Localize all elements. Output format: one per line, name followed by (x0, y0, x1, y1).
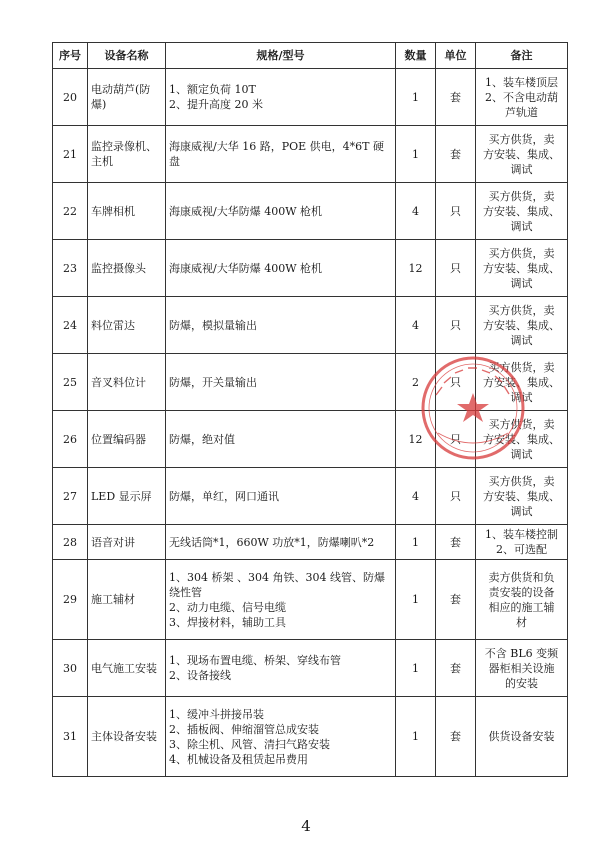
cell-spec (166, 697, 396, 777)
cell-spec-line: 海康威视/大华 16 路，POE 供电，4*6T 硬盘 (169, 140, 384, 168)
cell-name: 主体设备安装 (88, 697, 166, 777)
cell-note (476, 560, 568, 640)
cell-spec (166, 468, 396, 525)
cell-note-line: 方安装、集成、 (483, 375, 560, 389)
cell-no: 26 (53, 411, 88, 468)
cell-spec (166, 126, 396, 183)
cell-note-line: 责安装的设备 (488, 585, 555, 599)
cell-name: 电动葫芦(防爆) (88, 69, 166, 126)
cell-note-line: 器柜相关设施 (488, 661, 555, 675)
cell-note-line: 方安装、集成、 (483, 489, 560, 503)
cell-note (476, 525, 568, 560)
page-number: 4 (301, 817, 311, 835)
cell-spec-line: 防爆，开关量输出 (169, 375, 257, 389)
table-row (53, 297, 568, 354)
cell-name: LED 显示屏 (88, 468, 166, 525)
header-unit: 单位 (436, 43, 476, 69)
cell-name: 监控摄像头 (88, 240, 166, 297)
cell-spec-line: 1、额定负荷 10T (169, 83, 256, 96)
cell-spec-line: 4、机械设备及租赁起吊费用 (169, 752, 308, 766)
cell-spec-line: 绕性管 (169, 585, 202, 599)
cell-no: 29 (53, 560, 88, 640)
cell-qty: 4 (396, 297, 436, 354)
cell-qty: 1 (396, 126, 436, 183)
cell-note (476, 69, 568, 126)
cell-note-line: 调试 (510, 504, 533, 518)
cell-qty: 12 (396, 411, 436, 468)
cell-note-line: 不含 BL6 变频 (484, 646, 559, 660)
cell-unit: 只 (436, 354, 476, 411)
cell-note-line: 芦轨道 (505, 105, 538, 119)
cell-note-line: 调试 (510, 219, 533, 233)
table-row (53, 697, 568, 777)
cell-unit: 套 (436, 69, 476, 126)
cell-note-line: 买方供货，卖 (488, 303, 555, 317)
table-row (53, 411, 568, 468)
cell-note-line: 调试 (510, 333, 533, 347)
cell-spec (166, 560, 396, 640)
header-note: 备注 (476, 43, 568, 69)
cell-qty: 12 (396, 240, 436, 297)
cell-note-line: 材 (516, 615, 527, 629)
cell-spec (166, 525, 396, 560)
header-no: 序号 (53, 43, 88, 69)
cell-spec-line: 2、插板阀、伸缩溜管总成安装 (169, 722, 319, 736)
cell-note (476, 697, 568, 777)
table-row (53, 640, 568, 697)
header-name: 设备名称 (88, 43, 166, 69)
cell-unit: 只 (436, 297, 476, 354)
cell-spec-line: 防爆，绝对值 (169, 432, 235, 446)
cell-note-line: 2、可选配 (496, 543, 547, 556)
cell-qty: 1 (396, 697, 436, 777)
cell-unit: 套 (436, 126, 476, 183)
cell-spec-line: 1、现场布置电缆、桥架、穿线布管 (169, 654, 341, 667)
cell-note-line: 卖方供货和负 (488, 570, 555, 584)
cell-name: 车牌相机 (88, 183, 166, 240)
cell-spec-line: 防爆，单红，网口通讯 (169, 489, 279, 503)
cell-unit: 只 (436, 468, 476, 525)
cell-spec-line: 海康威视/大华防爆 400W 枪机 (169, 204, 323, 218)
cell-qty: 1 (396, 69, 436, 126)
cell-no: 21 (53, 126, 88, 183)
cell-note (476, 126, 568, 183)
cell-spec-line: 1、缓冲斗拼接吊装 (169, 707, 264, 721)
cell-note-line: 买方供货，卖 (488, 474, 555, 488)
cell-unit: 套 (436, 640, 476, 697)
cell-note (476, 183, 568, 240)
cell-spec-line: 无线话筒*1，660W 功放*1，防爆喇叭*2 (169, 535, 375, 549)
cell-no: 20 (53, 69, 88, 126)
cell-no: 30 (53, 640, 88, 697)
header-qty: 数量 (396, 43, 436, 69)
cell-name: 音叉料位计 (88, 354, 166, 411)
cell-note-line: 买方供货，卖 (488, 360, 555, 374)
table-row (53, 525, 568, 560)
cell-qty: 1 (396, 560, 436, 640)
cell-no: 22 (53, 183, 88, 240)
cell-spec (166, 297, 396, 354)
cell-spec-line: 3、除尘机、风管、清扫气路安装 (169, 737, 330, 751)
cell-spec-line: 2、动力电缆、信号电缆 (169, 600, 286, 614)
cell-note (476, 411, 568, 468)
cell-qty: 1 (396, 640, 436, 697)
cell-spec-line: 2、设备接线 (169, 669, 231, 682)
cell-note (476, 468, 568, 525)
cell-spec-line: 2、提升高度 20 米 (169, 98, 263, 111)
table-row (53, 240, 568, 297)
cell-spec-line: 海康威视/大华防爆 400W 枪机 (169, 261, 323, 275)
cell-spec-line: 1、304 桥架 、304 角铁、304 线管、防爆 (169, 570, 385, 584)
cell-note-line: 买方供货，卖 (488, 189, 555, 203)
cell-name: 位置编码器 (88, 411, 166, 468)
cell-note-line: 1、装车楼控制 (485, 528, 558, 541)
table-row (53, 126, 568, 183)
cell-name: 料位雷达 (88, 297, 166, 354)
cell-note-line: 调试 (510, 162, 533, 176)
cell-note-line: 供货设备安装 (488, 730, 555, 743)
cell-no: 27 (53, 468, 88, 525)
header-spec: 规格/型号 (166, 43, 396, 69)
equipment-table (52, 42, 568, 777)
cell-unit: 只 (436, 183, 476, 240)
table-row (53, 183, 568, 240)
cell-note-line: 相应的施工辅 (488, 600, 555, 614)
cell-spec-line: 3、焊接材料，辅助工具 (169, 615, 286, 629)
cell-no: 25 (53, 354, 88, 411)
cell-note-line: 2、不含电动葫 (485, 90, 558, 104)
cell-note-line: 方安装、集成、 (483, 204, 560, 218)
cell-name: 电气施工安装 (88, 640, 166, 697)
cell-note-line: 方安装、集成、 (483, 318, 560, 332)
cell-note-line: 方安装、集成、 (483, 147, 560, 161)
cell-qty: 4 (396, 183, 436, 240)
cell-qty: 1 (396, 525, 436, 560)
cell-unit: 套 (436, 697, 476, 777)
table-row (53, 354, 568, 411)
cell-no: 23 (53, 240, 88, 297)
cell-note-line: 调试 (510, 447, 533, 461)
cell-note (476, 297, 568, 354)
cell-spec (166, 240, 396, 297)
cell-unit: 只 (436, 240, 476, 297)
cell-note-line: 的安装 (505, 676, 538, 690)
table-header-row (53, 43, 568, 69)
cell-spec-line: 防爆，模拟量输出 (169, 318, 257, 332)
cell-note (476, 240, 568, 297)
cell-name: 施工辅材 (88, 560, 166, 640)
cell-note-line: 买方供货，卖 (488, 246, 555, 260)
cell-note-line: 方安装、集成、 (483, 432, 560, 446)
table-row (53, 69, 568, 126)
cell-note-line: 买方供货，卖 (488, 417, 555, 431)
table-body (53, 69, 568, 777)
cell-unit: 套 (436, 560, 476, 640)
cell-spec (166, 411, 396, 468)
cell-spec (166, 354, 396, 411)
cell-qty: 4 (396, 468, 436, 525)
cell-note-line: 调试 (510, 276, 533, 290)
table-row (53, 468, 568, 525)
cell-no: 28 (53, 525, 88, 560)
cell-unit: 套 (436, 525, 476, 560)
cell-unit: 只 (436, 411, 476, 468)
cell-spec (166, 183, 396, 240)
cell-note-line: 方安装、集成、 (483, 261, 560, 275)
cell-spec (166, 640, 396, 697)
cell-note-line: 1、装车楼顶层 (485, 75, 558, 89)
cell-note-line: 买方供货，卖 (488, 132, 555, 146)
cell-note (476, 640, 568, 697)
cell-spec (166, 69, 396, 126)
cell-qty: 2 (396, 354, 436, 411)
cell-name: 监控录像机、主机 (88, 126, 166, 183)
cell-name: 语音对讲 (88, 525, 166, 560)
cell-no: 31 (53, 697, 88, 777)
cell-note-line: 调试 (510, 390, 533, 404)
cell-note (476, 354, 568, 411)
table-row (53, 560, 568, 640)
cell-no: 24 (53, 297, 88, 354)
